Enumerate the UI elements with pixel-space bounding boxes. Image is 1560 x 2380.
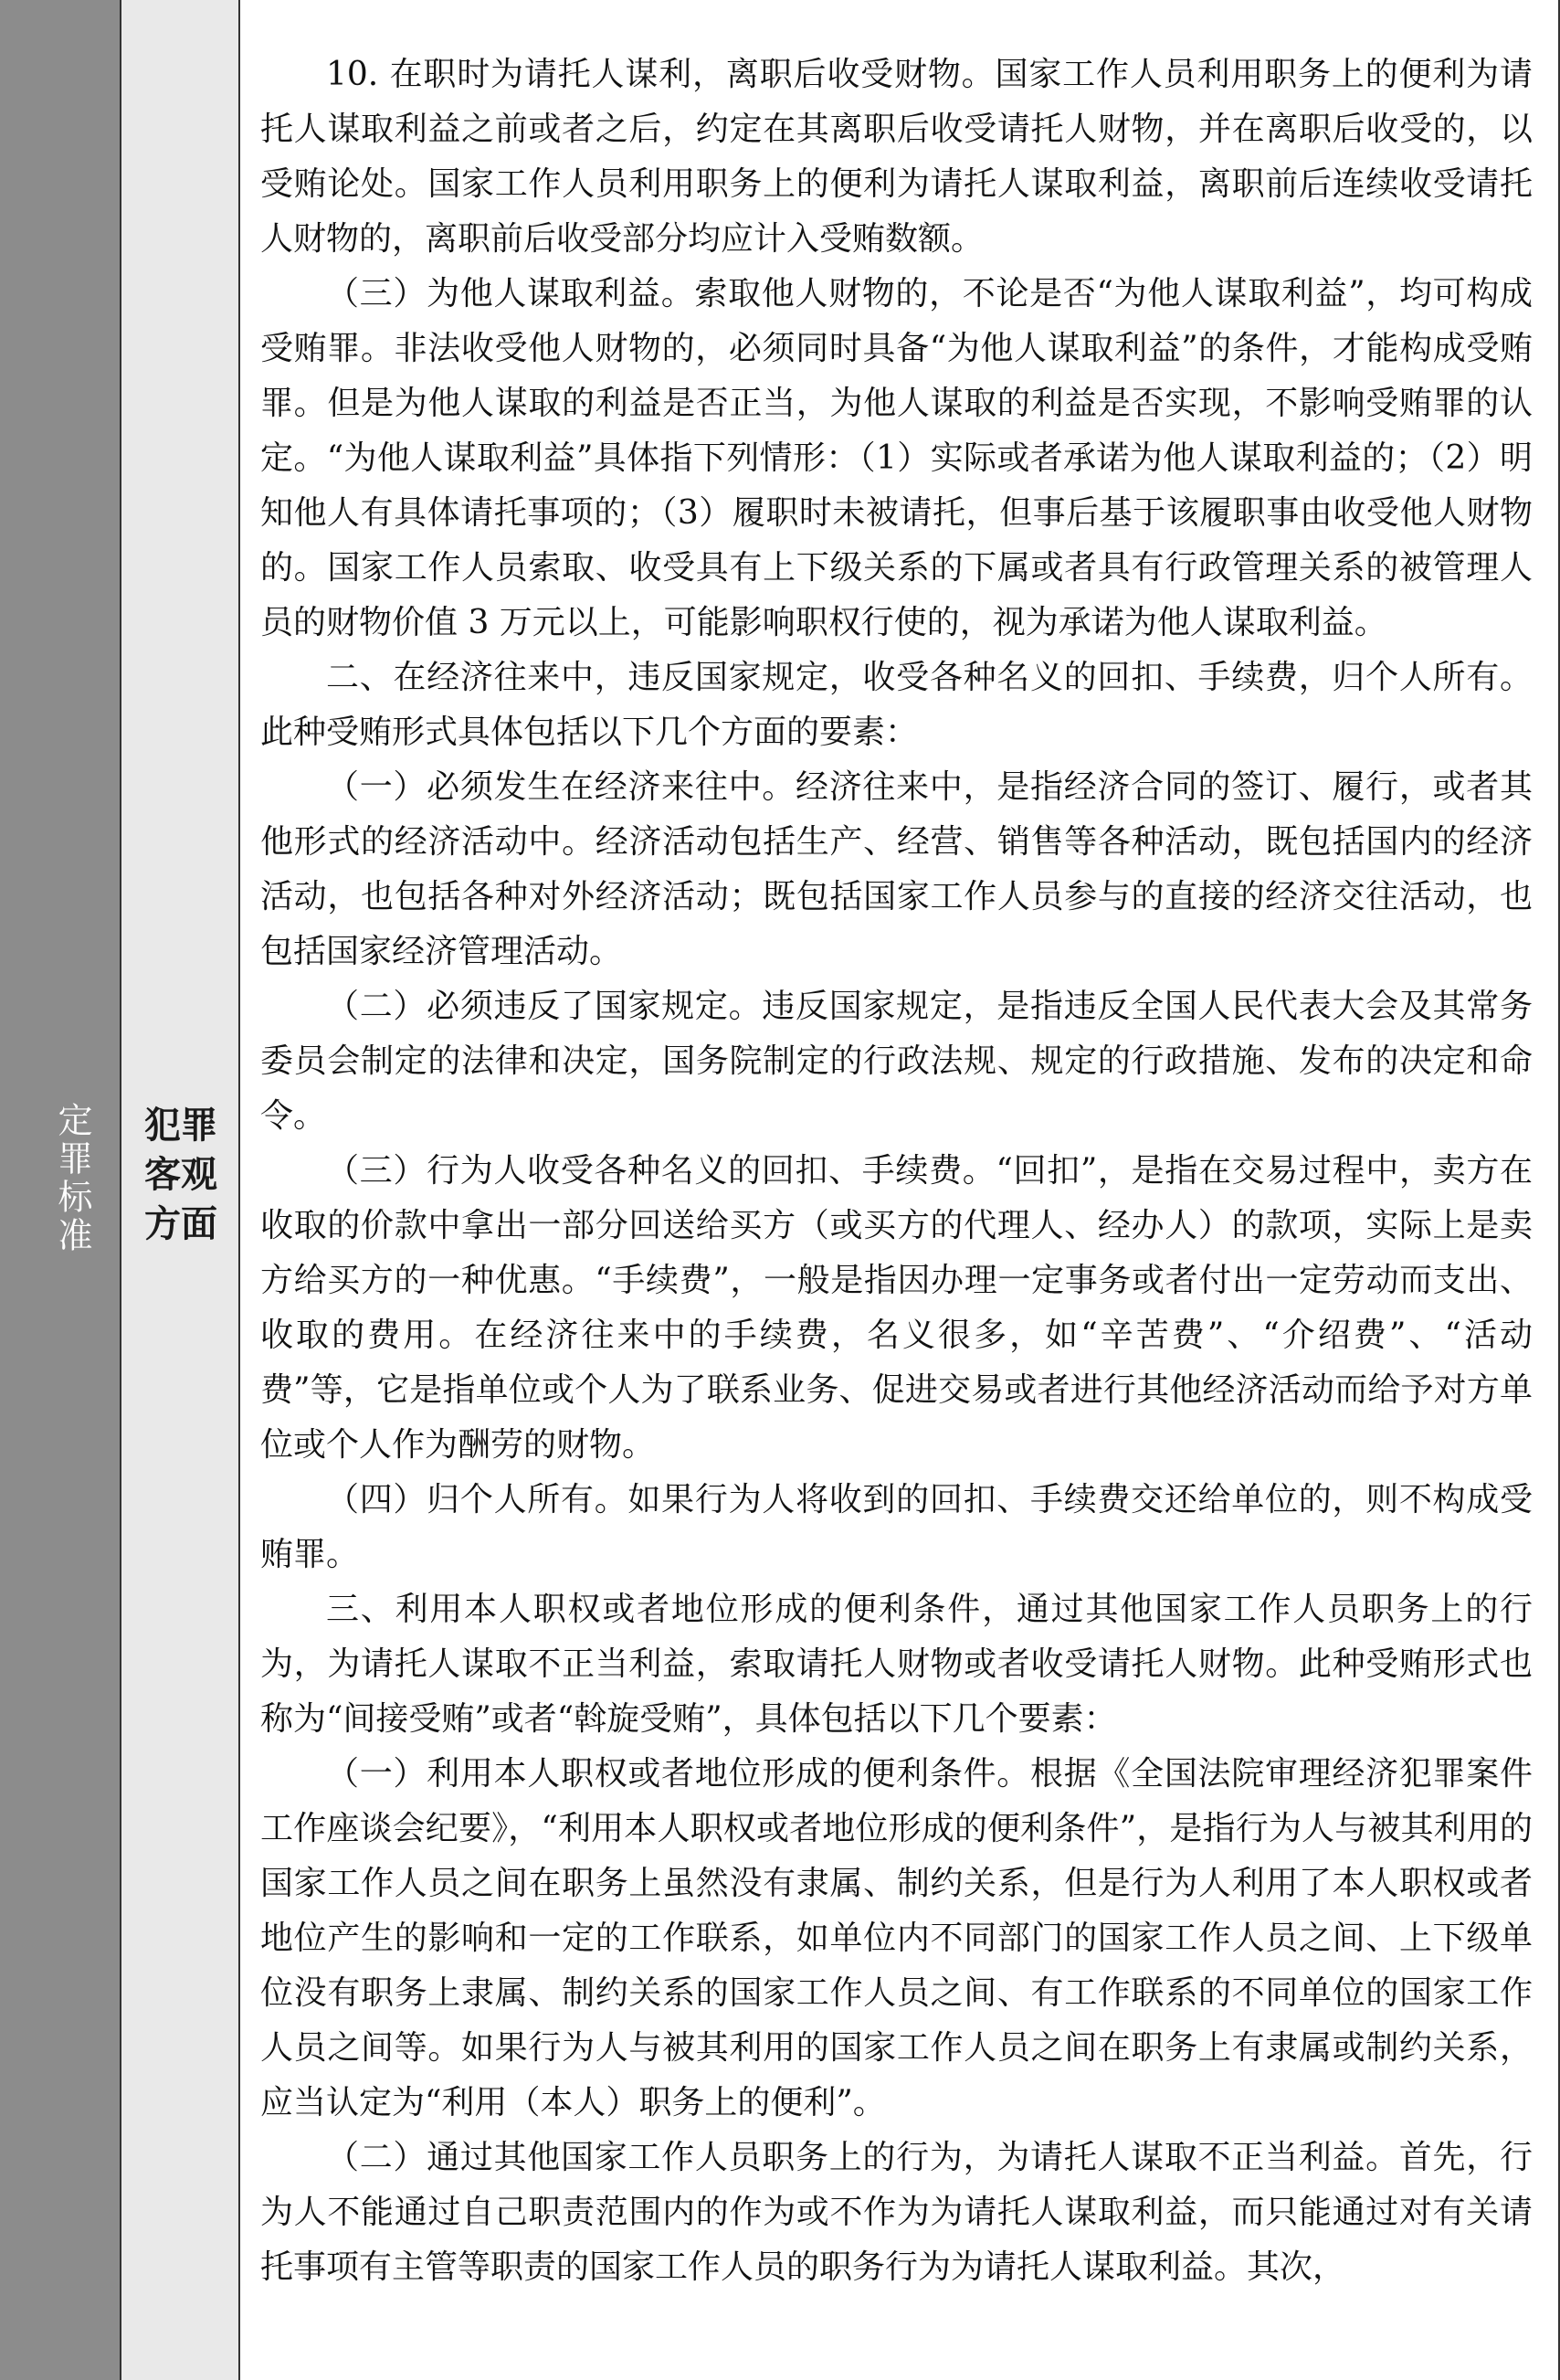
paragraph: 二、在经济往来中，违反国家规定，收受各种名义的回扣、手续费，归个人所有。此种受贿形式具体包括以下几个方面的要素： bbox=[260, 659, 1533, 751]
subcategory-label bbox=[121, 1101, 240, 1249]
paragraph: （四）归个人所有。如果行为人将收到的回扣、手续费交还给单位的，则不构成受贿罪。 bbox=[260, 1481, 1533, 1573]
category-char: 准 bbox=[52, 1217, 92, 1255]
paragraph: （一）必须发生在经济来往中。经济往来中，是指经济合同的签订、履行，或者其他形式的经济活动中。经济活动包括生产、经营、销售等各种活动，既包括国内的经济活动，也包括各种对外经济活动；既包括国家工作人员参与的直接的经济交往活动，也包括国家经济管理活动。 bbox=[260, 768, 1533, 970]
paragraph: （二）通过其他国家工作人员职务上的行为，为请托人谋取不正当利益。首先，行为人不能通过自己职责范围内的作为或不作为为请托人谋取利益，而只能通过对有关请托事项有主管等职责的国家工作人员的职务行为为请托人谋取利益。其次， bbox=[260, 2139, 1533, 2286]
paragraph: 10. 在职时为请托人谋利，离职后收受财物。国家工作人员利用职务上的便利为请托人谋取利益之前或者之后，约定在其离职后收受请托人财物，并在离职后收受的，以受贿论处。国家工作人员利用职务上的便利为请托人谋取利益，离职前后连续收受请托人财物的，离职前后收受部分均应计入受贿数额。 bbox=[260, 56, 1533, 258]
subcategory-line: 客观 bbox=[144, 1154, 217, 1196]
paragraph: （一）利用本人职权或者地位形成的便利条件。根据《全国法院审理经济犯罪案件工作座谈会纪要》，“利用本人职权或者地位形成的便利条件”，是指行为人与被其利用的国家工作人员之间在职务上虽然没有隶属、制约关系，但是行为人利用了本人职权或者地位产生的影响和一定的工作联系，如单位内不同部门的国家工作人员之间、上下级单位没有职务上隶属、制约关系的国家工作人员之间、有工作联系的不同单位的国家工作人员之间等。如果行为人与被其利用的国家工作人员之间在职务上有隶属或制约关系，应当认定为“利用（本人）职务上的便利”。 bbox=[260, 1755, 1533, 2121]
category-char: 标 bbox=[52, 1179, 92, 1217]
content-column bbox=[240, 0, 1560, 2380]
category-column bbox=[0, 0, 121, 2380]
paragraph: （三）行为人收受各种名义的回扣、手续费。“回扣”，是指在交易过程中，卖方在收取的价款中拿出一部分回送给买方（或买方的代理人、经办人）的款项，实际上是卖方给买方的一种优惠。“手续费”，一般是指因办理一定事务或者付出一定劳动而支出、收取的费用。在经济往来中的手续费，名义很多，如“辛苦费”、“介绍费”、“活动费”等，它是指单位或个人为了联系业务、促进交易或者进行其他经济活动而给予对方单位或个人作为酬劳的财物。 bbox=[260, 1152, 1533, 1464]
paragraph: （三）为他人谋取利益。索取他人财物的，不论是否“为他人谋取利益”，均可构成受贿罪。非法收受他人财物的，必须同时具备“为他人谋取利益”的条件，才能构成受贿罪。但是为他人谋取的利益是否正当，为他人谋取的利益是否实现，不影响受贿罪的认定。“为他人谋取利益”具体指下列情形：（1）实际或者承诺为他人谋取利益的；（2）明知他人有具体请托事项的；（3）履职时未被请托，但事后基于该履职事由收受他人财物的。国家工作人员索取、收受具有上下级关系的下属或者具有行政管理关系的被管理人员的财物价值 3 万元以上，可能影响职权行使的，视为承诺为他人谋取利益。 bbox=[260, 275, 1533, 641]
category-char: 定 bbox=[52, 1102, 92, 1140]
subcategory-column bbox=[121, 0, 240, 2380]
paragraph: 三、利用本人职权或者地位形成的便利条件，通过其他国家工作人员职务上的行为，为请托人谋取不正当利益，索取请托人财物或者收受请托人财物。此种受贿形式也称为“间接受贿”或者“斡旋受贿”，具体包括以下几个要素： bbox=[260, 1591, 1533, 1738]
category-label bbox=[0, 968, 121, 1389]
subcategory-line: 犯罪 bbox=[144, 1105, 217, 1147]
category-char: 罪 bbox=[52, 1140, 92, 1179]
paragraph: （二）必须违反了国家规定。违反国家规定，是指违反全国人民代表大会及其常务委员会制定的法律和决定，国务院制定的行政法规、规定的行政措施、发布的决定和命令。 bbox=[260, 988, 1533, 1135]
subcategory-line: 方面 bbox=[144, 1203, 217, 1245]
